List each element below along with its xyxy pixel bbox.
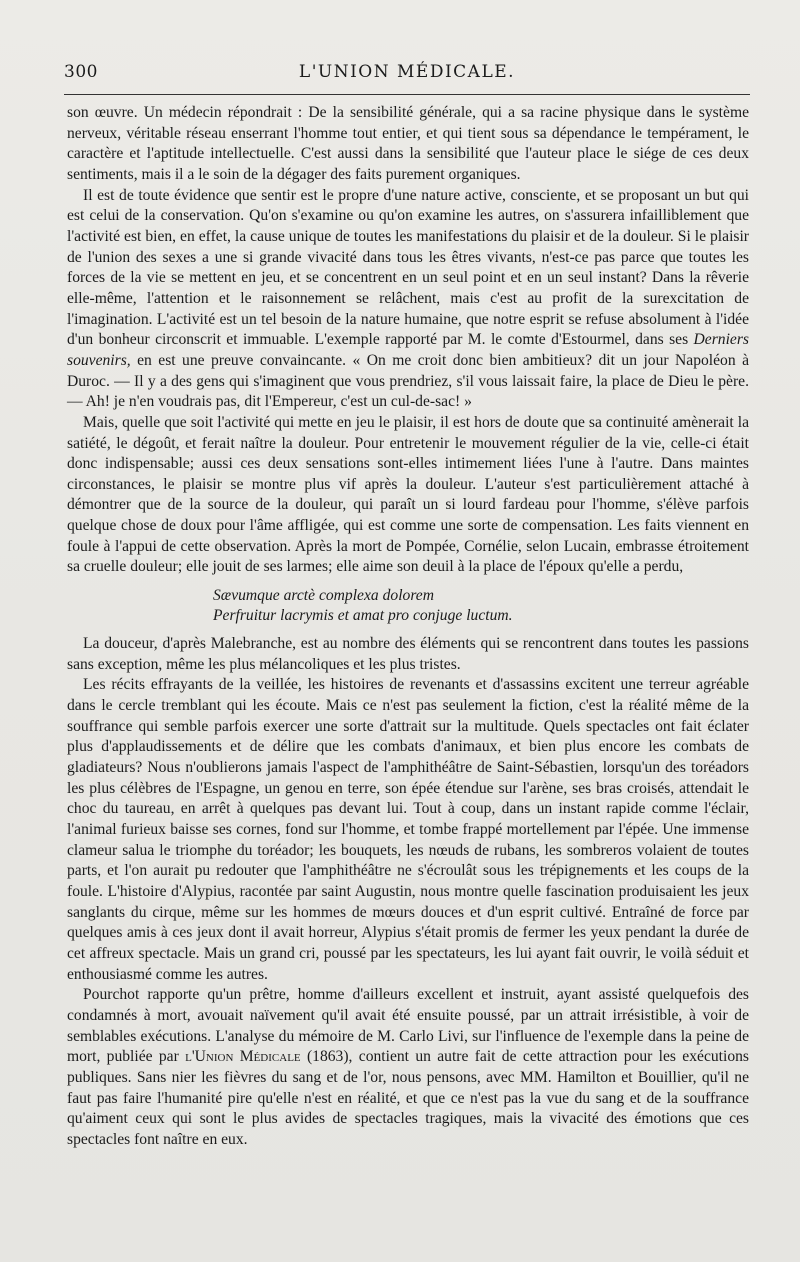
quotation: en est une preuve convaincante. « On me croit donc bien ambitieux? dit un jour Napoléon à Duroc. — Il y a des gens qui s'imaginent que vous prendriez, s'il vous laissait faire, la place de Dieu le père. — Ah! je n'en voudrais pas, dit l'Empereur, c'est un cul-de-sac! » [67,351,749,411]
journal-year: (1863), [306,1048,353,1066]
paragraph: Les récits effrayants de la veillée, les histoires de revenants et d'assassins excitent une terreur agréable dans le cercle tremblant qui les écoute. Mais ce n'est pas seulement la fiction, c'est la réalité même de la souffrance qui semble parfois exercer une sorte d'attrait sur la multitude. Quels spectacles ont fait éclater plus d'applaudissements et de délire que les combats d'animaux, et bien plus encore les combats de gladiateurs? Nous n'oublierons jamais l'aspect de l'amphithéâtre de Saint-Sébastien, lorsqu'un des toréadors les plus célèbres de l'Espagne, un genou en terre, son épée étendue sur l'arène, ses bras croisés, attendait le choc du taureau, en arrêt à quelques pas devant lui. Tout à coup, dans un instant rapide comme l'éclair, l'animal furieux baisse ses cornes, fond sur l'homme, et tombe frappé mortellement par l'épée. Une immense clameur salua le triomphe du toréador; les bouquets, les nœuds de rubans, les sombreros volaient de toutes parts, et l'on aurait pu redouter que l'amphithéâtre ne s'écroulât sous les trépignements et les coups de la foule. L'histoire d'Alypius, racontée par saint Augustin, nous montre quelle fascination produisaient les jeux sanglants du cirque, même sur les hommes de mœurs douces et d'un esprit cultivé. Entraîné de force par quelques amis à ces jeux dont il avait horreur, Alypius s'était promis de fermer les yeux pendant la durée de cet affreux spectacle. Mais un grand cri, poussé par les spectateurs, les lui ayant fait ouvrir, le voilà séduit et enthousiasmé comme les autres. [67,676,749,983]
paragraph: La douceur, d'après Malebranche, est au nombre des éléments qui se rencontrent dans toutes les passions sans exception, même les plus mélancoliques et les plus tristes. [67,635,749,673]
page-header [64,58,750,92]
paragraph [67,186,749,413]
paragraph-text: Pourchot rapporte qu'un prêtre, homme d'ailleurs excellent et instruit, ayant assisté quelquefois des condamnés à mort, avouait naïvement qu'il avait été ensuite poussé, par un attrait irrésistible, à voir de semblables exécutions. L'analyse du mémoire de M. Carlo Livi, sur l'influence de l'exemple dans la peine de mort, publiée par [67,986,749,1066]
book-title: Derniers souvenirs, [67,331,749,369]
running-title: L'UNION MÉDICALE. [298,62,516,82]
verse-line: Perfruitur lacrymis et amat pro conjuge luctum. [213,607,513,625]
page-number: 300 [64,62,98,82]
paragraph: Mais, quelle que soit l'activité qui mette en jeu le plaisir, il est hors de doute que sa continuité amènerait la satiété, le dégoût, et ferait naître la douleur. Pour entretenir le mouvement régulier de la vie, celle-ci était donc indispensable; aussi ces deux sensations sont-elles intimement liées l'une à l'autre. Dans maintes circonstances, le plaisir se montre plus vif après la douleur. L'auteur s'est particulièrement attaché à démontrer que de la source de la douleur, qui paraît un si lourd fardeau pour l'homme, s'élève parfois quelque chose de doux pour l'âme affligée, qui est comme une sorte de compensation. Les faits viennent en foule à l'appui de cette observation. Après la mort de Pompée, Cornélie, selon Lucain, embrasse étroitement sa cruelle douleur; elle jouit de ses larmes; elle aime son deuil à la place de l'époux qu'elle a perdu, [67,413,749,576]
paragraph: son œuvre. Un médecin répondrait : De la sensibilité générale, qui a sa racine physique dans le système nerveux, véritable réseau enserrant l'homme tout entier, et qui tient sous sa dépendance le tempérament, le caractère et l'aptitude intellectuelle. C'est aussi dans la sensibilité que l'auteur place le siége de ces deux sentiments, mais il a le soin de la dégager des faits purement organiques. [67,104,749,183]
journal-name: l'Union Médicale [185,1048,301,1066]
paragraph-text: contient un autre fait de cette attraction pour les exécutions publiques. Sans nier les fièvres du sang et de l'or, nous pensons, avec MM. Hamilton et Bouillier, qu'il ne faut pas faire l'humanité pire qu'elle n'est en réalité, et que ce n'est pas la vue du sang et de la souffrance qu'aiment ceux qui sont le plus avides de spectacles tragiques, mais la vivacité des émotions que ces spectacles font naître en eux. [67,1048,749,1148]
paragraph-text: Il est de toute évidence que sentir est le propre d'une nature active, consciente, et se proposant un but qui est celui de la conservation. Qu'on s'examine ou qu'on examine les autres, on s'assurera infailliblement que l'activité est bien, en effet, la cause unique de toutes les manifestations du plaisir et de la douleur. Si le plaisir de l'union des sexes a une si grande vivacité dans tous les êtres vivants, n'est-ce pas parce que toutes les forces de la vie se mettent en jeu, et se concentrent en un seul point et en un seul instant? Dans la rêverie elle-même, l'attention et le raisonnement se relâchent, mais c'est au profit de la surexcitation de l'imagination. L'activité est un tel besoin de la nature humaine, que notre esprit se refuse absolument à l'idée d'un bonheur circonscrit et immuable. L'exemple rapporté par M. le comte d'Estourmel, dans ses [67,186,749,349]
body-text [67,103,749,1151]
latin-verse [213,586,749,626]
verse-line: Sævumque arctè complexa dolorem [213,587,434,605]
header-rule [64,94,750,95]
paragraph [67,985,749,1150]
